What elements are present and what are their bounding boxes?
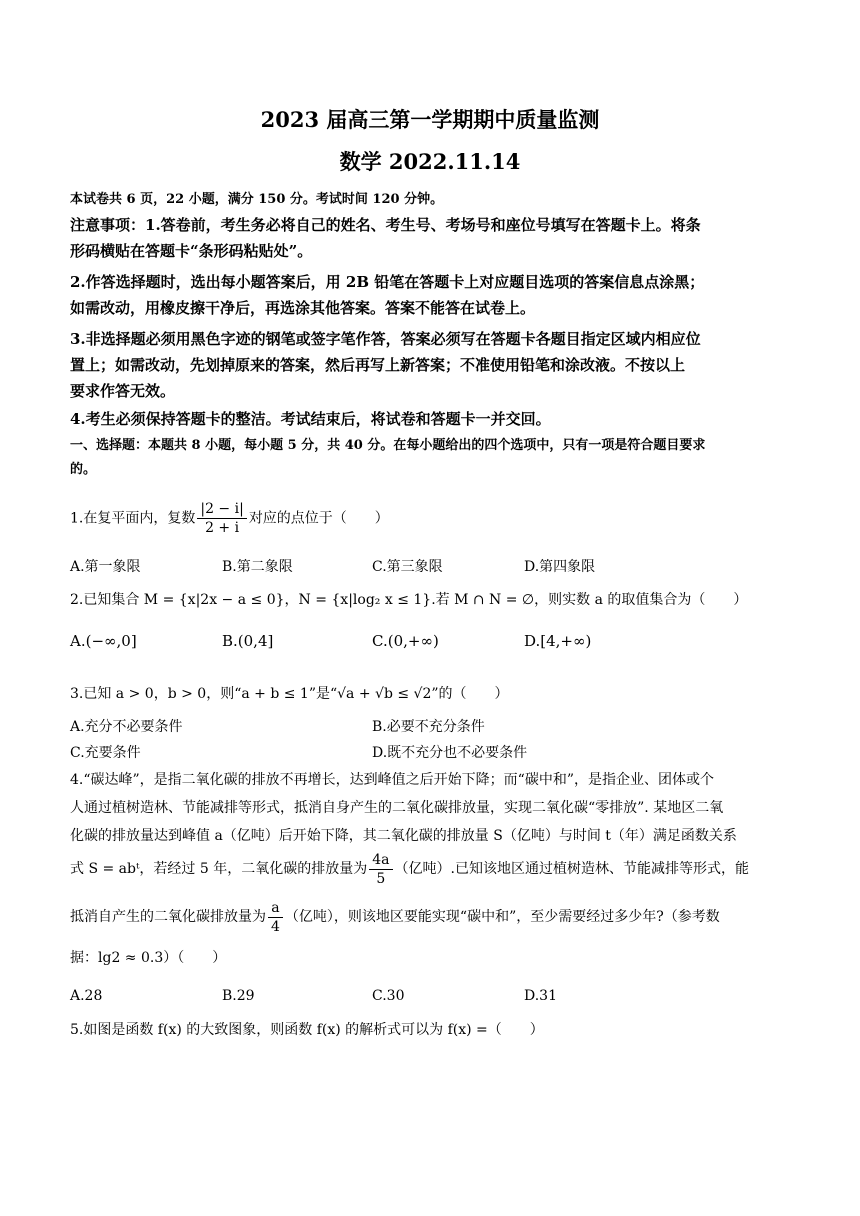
section-heading-1: 一、选择题：本题共 8 小题，每小题 5 分，共 40 分。在每小题给出的四个选项中，只有一项是符合题目要求 (70, 438, 706, 453)
note-1a: 注意事项：1.答卷前，考生务必将自己的姓名、考生号、考场号和座位号填写在答题卡上。将条 (70, 216, 701, 234)
q4-line-3: 化碳的排放量达到峰值 a（亿吨）后开始下降，其二氧化碳的排放量 S（亿吨）与时间 t（年）满足函数关系 (70, 828, 737, 844)
note-4: 4.考生必须保持答题卡的整洁。考试结束后，将试卷和答题卡一并交回。 (70, 410, 551, 428)
q2-option-b: B.(0,4] (222, 632, 274, 650)
q4-line-4-post: （亿吨）.已知该地区通过植树造林、节能减排等形式，能 (394, 861, 749, 877)
q1-numerator: |2 − i| (197, 500, 246, 519)
q1-fraction (197, 500, 246, 537)
q1-option-a: A.第一象限 (70, 559, 141, 575)
q4-line-1: 4.“碳达峰”，是指二氧化碳的排放不再增长，达到峰值之后开始下降；而“碳中和”，是指企业、团体或个 (70, 772, 714, 788)
q3-option-c: C.充要条件 (70, 745, 141, 761)
q1-post: 对应的点位于（ ） (248, 510, 389, 527)
note-2a: 2.作答选择题时，选出每小题答案后，用 2B 铅笔在答题卡上对应题目选项的答案信息点涂黑； (70, 273, 705, 291)
note-3b: 置上；如需改动，先划掉原来的答案，然后再写上新答案；不准使用铅笔和涂改液。不按以上 (70, 356, 686, 374)
q4-fraction-2-den: 4 (271, 918, 280, 935)
q4-option-b: B.29 (222, 988, 255, 1004)
q4-line-2: 人通过植树造林、节能减排等形式，抵消自身产生的二氧化碳排放量，实现二氧化碳“零排放”. 某地区二氧 (70, 800, 724, 816)
question-1 (70, 500, 792, 537)
note-3a: 3.非选择题必须用黑色字迹的钢笔或签字笔作答，答案必须写在答题卡各题目指定区域内相应位 (70, 330, 701, 348)
q4-line-5-pre: 抵消自产生的二氧化碳排放量为 (70, 909, 266, 925)
q4-fraction-2-num: a (268, 899, 283, 918)
q4-option-c: C.30 (372, 988, 405, 1004)
q2-option-c: C.(0,+∞) (372, 632, 439, 650)
q4-fraction-1-den: 5 (376, 870, 386, 887)
intro-text: 本试卷共 6 页，22 小题，满分 150 分。考试时间 120 分钟。 (70, 192, 444, 207)
note-1b: 形码横贴在答题卡“条形码粘贴处”。 (70, 242, 313, 260)
q3-option-b: B.必要不充分条件 (372, 719, 485, 735)
q4-line-4 (70, 850, 792, 888)
q4-line-5 (70, 898, 792, 936)
page-subtitle: 数学 2022.11.14 (339, 149, 521, 174)
q1-pre: 1.在复平面内，复数 (70, 510, 196, 527)
q4-option-d: D.31 (524, 988, 557, 1004)
q4-fraction-2 (268, 899, 283, 936)
question-2: 2.已知集合 M = {x|2x − a ≤ 0}，N = {x|log₂ x ≤ 1}.若 M ∩ N = ∅，则实数 a 的取值集合为（ ） (70, 592, 748, 608)
q3-option-d: D.既不充分也不必要条件 (372, 745, 528, 761)
q4-fraction-1 (369, 851, 392, 888)
q4-line-6: 据：lg2 ≈ 0.3）（ ） (70, 950, 227, 966)
note-3c: 要求作答无效。 (70, 382, 176, 400)
q1-denominator: 2 + i (205, 520, 240, 536)
q4-fraction-1-num: 4a (369, 851, 392, 870)
q1-option-b: B.第二象限 (222, 559, 293, 575)
q4-option-a: A.28 (70, 988, 103, 1004)
note-2b: 如需改动，用橡皮擦干净后，再选涂其他答案。答案不能答在试卷上。 (70, 299, 536, 317)
question-5: 5.如图是函数 f(x) 的大致图象，则函数 f(x) 的解析式可以为 f(x) =（ ） (70, 1022, 544, 1038)
q1-option-c: C.第三象限 (372, 559, 443, 575)
q3-option-a: A.充分不必要条件 (70, 719, 183, 735)
page-title: 2023 届高三第一学期期中质量监测 (260, 107, 600, 132)
q4-line-5-post: （亿吨），则该地区要能实现“碳中和”，至少需要经过多少年?（参考数 (284, 909, 720, 925)
q4-line-4-pre: 式 S = abᵗ，若经过 5 年，二氧化碳的排放量为 (70, 861, 368, 877)
question-3: 3.已知 a > 0，b > 0，则“a + b ≤ 1”是“√a + √b ≤ √2”的（ ） (70, 686, 509, 702)
q2-option-a: A.(−∞,0] (70, 632, 137, 650)
q2-option-d: D.[4,+∞) (524, 632, 592, 650)
q1-option-d: D.第四象限 (524, 559, 596, 575)
section-heading-2: 的。 (70, 462, 97, 477)
